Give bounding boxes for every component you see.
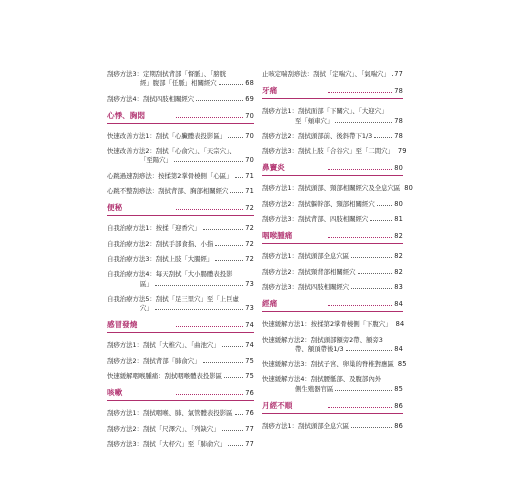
section-title: 月經不順 <box>262 401 293 411</box>
page-number: 68 <box>245 79 254 88</box>
page-number: 69 <box>245 94 254 103</box>
toc-entry[interactable] <box>107 270 254 289</box>
dot-leader <box>235 177 244 178</box>
toc-section-heading[interactable] <box>107 319 254 333</box>
page-number: 86 <box>394 402 404 411</box>
section-title: 經痛 <box>262 299 278 309</box>
page-number: 80 <box>394 199 403 208</box>
page-number: 79 <box>397 147 407 156</box>
toc-entry[interactable] <box>262 283 403 292</box>
dot-leader <box>374 137 392 138</box>
section-title: 咳嗽 <box>107 388 123 398</box>
toc-entry[interactable] <box>262 422 403 431</box>
entry-text: 止咳定喘刮痧法：刮拭「定喘穴」、「氣喘穴」 <box>262 70 390 78</box>
section-title: 便秘 <box>107 203 123 213</box>
toc-entry[interactable] <box>262 360 407 369</box>
page-number: 70 <box>245 131 254 140</box>
toc-entry[interactable] <box>107 409 254 418</box>
dot-leader <box>215 245 243 246</box>
toc-entry[interactable] <box>107 147 254 166</box>
page-number: 82 <box>394 232 404 241</box>
page-number: 73 <box>245 279 254 288</box>
toc-section-heading[interactable] <box>262 400 403 414</box>
dot-leader <box>222 346 244 347</box>
dot-leader <box>328 169 392 170</box>
page-number: 85 <box>394 384 403 393</box>
toc-column-left <box>107 70 254 455</box>
toc-entry[interactable] <box>262 268 403 277</box>
entry-text: 心跳不整刮痧法：刮拭背部、胸部相關經穴 <box>107 187 229 196</box>
entry-text: 刮痧方法1：刮拭頭部全息穴區 <box>262 422 350 431</box>
page-number: 80 <box>404 184 414 193</box>
toc-entry[interactable] <box>262 320 403 329</box>
dot-leader <box>328 92 392 93</box>
page-number: 82 <box>394 267 403 276</box>
toc-entry[interactable] <box>107 357 254 366</box>
dot-leader <box>176 394 243 395</box>
dot-leader <box>176 117 243 118</box>
entry-text: 自我治療方法1：按揉「迎香穴」 <box>107 224 201 233</box>
entry-text: 心跳過速刮痧法：按揉第2掌骨橈側「心區」 <box>107 171 233 180</box>
entry-text: 快速改善方法2：刮拭「心俞穴」、「天宗穴」、 <box>107 147 236 156</box>
page-number: 72 <box>245 224 254 233</box>
dot-leader <box>377 205 392 206</box>
dot-leader <box>358 273 393 274</box>
entry-text: 刮痧方法3：刮拭上肢「合谷穴」至「二間穴」 <box>262 147 394 156</box>
entry-text: 刮痧方法3：刮拭四肢相關經穴 <box>262 282 350 291</box>
page-number: 84 <box>394 300 404 309</box>
section-title: 感冒發燒 <box>107 320 138 330</box>
page-number: 71 <box>245 171 254 180</box>
page-number: 83 <box>394 282 403 291</box>
dot-leader <box>328 407 392 408</box>
toc-entry[interactable] <box>107 440 254 449</box>
entry-text: 帶、額頂帶後1/3 <box>295 344 344 353</box>
page-number: 80 <box>394 164 404 173</box>
entry-text: 刮痧方法2：刮拭頸背部相關經穴 <box>262 267 356 276</box>
toc-entry[interactable] <box>107 132 254 141</box>
entry-text: 快速緩解方法1：按揉第2掌骨橈側「下腹穴」 <box>262 320 392 329</box>
toc-entry[interactable] <box>262 184 414 193</box>
dot-leader <box>335 390 392 391</box>
section-title: 咽喉腫痛 <box>262 231 293 241</box>
dot-leader <box>346 350 393 351</box>
page-number: 72 <box>245 254 254 263</box>
entry-text: 快速緩解咽喉腫痛：刮拭咽喉體表投影區 <box>107 372 223 381</box>
toc-entry[interactable] <box>107 95 254 104</box>
toc-entry[interactable] <box>107 255 254 264</box>
page-number: 75 <box>245 356 254 365</box>
dot-leader <box>174 161 243 162</box>
page-number: 70 <box>245 156 254 165</box>
entry-text: 快速緩解方法2：刮拭頭部額旁2帶、額旁3 <box>262 335 383 344</box>
entry-text: 自我治療方法4：每天刮拭「大小腸體表投影 <box>107 270 233 279</box>
toc-entry[interactable] <box>107 295 254 314</box>
dot-leader <box>328 237 392 238</box>
toc-entry[interactable] <box>107 70 254 89</box>
toc-entry[interactable] <box>262 200 403 209</box>
section-title: 鼻竇炎 <box>262 163 285 173</box>
page-number: 84 <box>395 320 405 329</box>
page-number: 84 <box>394 344 403 353</box>
toc-section-heading[interactable] <box>262 230 403 244</box>
toc-entry[interactable] <box>107 372 254 381</box>
toc-entry[interactable] <box>107 240 254 249</box>
toc-entry[interactable] <box>107 172 254 181</box>
toc-section-heading[interactable] <box>107 387 254 401</box>
dot-leader <box>155 309 243 310</box>
dot-leader <box>219 84 244 85</box>
page-number: 76 <box>245 409 254 418</box>
dot-leader <box>328 305 392 306</box>
dot-leader <box>176 326 243 327</box>
entry-text: 刮痧方法1：刮拭頭部、頸部相關經穴及全息穴區 <box>262 184 401 193</box>
page-number: 70 <box>245 111 255 120</box>
entry-text: 側生殖器官區 <box>295 384 334 393</box>
dot-leader <box>228 445 243 446</box>
page-number: 72 <box>245 239 254 248</box>
entry-text: 區」 <box>140 279 153 288</box>
dot-leader <box>203 362 244 363</box>
entry-text: 快速緩解方法4：刮拭腰骶部、及腹部內外 <box>262 375 382 384</box>
toc-entry[interactable] <box>262 336 403 355</box>
page-number: 82 <box>394 252 403 261</box>
page-number: 81 <box>394 215 403 224</box>
page-number: 77 <box>245 439 254 448</box>
dot-leader <box>222 430 244 431</box>
page-number: 74 <box>245 341 254 350</box>
toc-entry[interactable] <box>262 375 403 394</box>
page-number: 74 <box>245 321 255 330</box>
page-number: 77 <box>245 424 254 433</box>
entry-text: 快速改善方法1：刮拭「心臟體表投影區」 <box>107 131 227 140</box>
dot-leader <box>155 285 243 286</box>
dot-leader <box>351 288 392 289</box>
toc-entry[interactable] <box>107 425 254 434</box>
page-number: 75 <box>245 372 254 381</box>
entry-text: 至「頰車穴」 <box>295 116 334 125</box>
entry-text: 穴」 <box>140 304 153 313</box>
dot-leader <box>228 137 243 138</box>
page-number: 85 <box>397 360 407 369</box>
toc-section-heading[interactable] <box>262 85 403 99</box>
section-title: 牙痛 <box>262 86 278 96</box>
page-number: 77 <box>394 70 403 78</box>
toc-section-heading[interactable] <box>262 298 403 312</box>
dot-leader <box>335 122 392 123</box>
dot-leader <box>351 427 392 428</box>
dot-leader <box>235 414 244 415</box>
page-number: 78 <box>394 87 404 96</box>
toc-section-heading[interactable] <box>107 110 254 124</box>
section-title: 心悸、胸悶 <box>107 110 145 120</box>
toc-entry[interactable] <box>262 132 403 141</box>
toc-entry[interactable] <box>262 70 403 79</box>
entry-text: 刮痧方法3：定期刮拭背部「督脈」、「膀胱 <box>107 70 227 78</box>
dot-leader <box>203 229 244 230</box>
entry-text: 刮痧方法1：刮拭咽喉、肺、氣管體表投影區 <box>107 409 233 418</box>
entry-text: 刮痧方法1：刮拭「大椎穴」、「曲池穴」 <box>107 341 220 350</box>
entry-text: 快速緩解方法3：刮拭子宮、卵巢的脊椎對應區 <box>262 360 394 369</box>
entry-text: 「至陽穴」 <box>140 156 172 165</box>
page-number: 86 <box>394 422 403 431</box>
toc-entry[interactable] <box>262 107 403 126</box>
entry-text: 刮痧方法2：刮拭頭部前、後斜帶下1/3 <box>262 131 373 140</box>
dot-leader <box>224 377 243 378</box>
page-number: 76 <box>245 389 255 398</box>
toc-entry[interactable] <box>107 341 254 350</box>
toc-section-heading[interactable] <box>107 202 254 216</box>
dot-leader <box>176 209 243 210</box>
dot-leader <box>215 260 243 261</box>
page-number: 78 <box>394 116 403 125</box>
page-number: 78 <box>394 131 403 140</box>
toc-section-heading[interactable] <box>262 162 403 176</box>
dot-leader <box>230 192 243 193</box>
dot-leader <box>370 220 392 221</box>
entry-text: 刮痧方法2：刮拭軀幹部、頸部相關經穴 <box>262 199 375 208</box>
toc-entry[interactable] <box>262 252 403 261</box>
entry-text: 自我治療方法2：刮拭手部食指、小指 <box>107 239 214 248</box>
toc-entry[interactable] <box>107 224 254 233</box>
toc-entry[interactable] <box>262 215 403 224</box>
entry-text: 經」腹部「任脈」相關經穴 <box>140 79 217 88</box>
dot-leader <box>351 257 392 258</box>
entry-text: 自我治療方法3：刮拭上肢「大腸經」 <box>107 254 214 263</box>
entry-text: 刮痧方法2：刮拭「尺澤穴」、「列缺穴」 <box>107 424 220 433</box>
page-number: 73 <box>245 304 254 313</box>
entry-text: 刮痧方法1：刮拭面部「下關穴」、「大迎穴」 <box>262 107 388 116</box>
entry-text: 刮痧方法4：刮拭四肢相關經穴 <box>107 94 195 103</box>
dot-leader <box>196 100 243 101</box>
toc-entry[interactable] <box>262 147 407 156</box>
toc-entry[interactable] <box>107 187 254 196</box>
entry-text: 刮痧方法3：刮拭「大杼穴」至「肺俞穴」 <box>107 439 227 448</box>
entry-text: 刮痧方法3：刮拭背部、四肢相關經穴 <box>262 215 369 224</box>
entry-text: 自我治療方法5：刮拭「足三里穴」至「上巨虛 <box>107 294 239 303</box>
entry-text: 刮痧方法2：刮拭背部「肺俞穴」 <box>107 356 201 365</box>
page-number: 72 <box>245 204 255 213</box>
entry-text: 刮痧方法1：刮拭頭部全息穴區 <box>262 252 350 261</box>
toc-column-right <box>262 70 414 437</box>
page-number: 71 <box>245 187 254 196</box>
